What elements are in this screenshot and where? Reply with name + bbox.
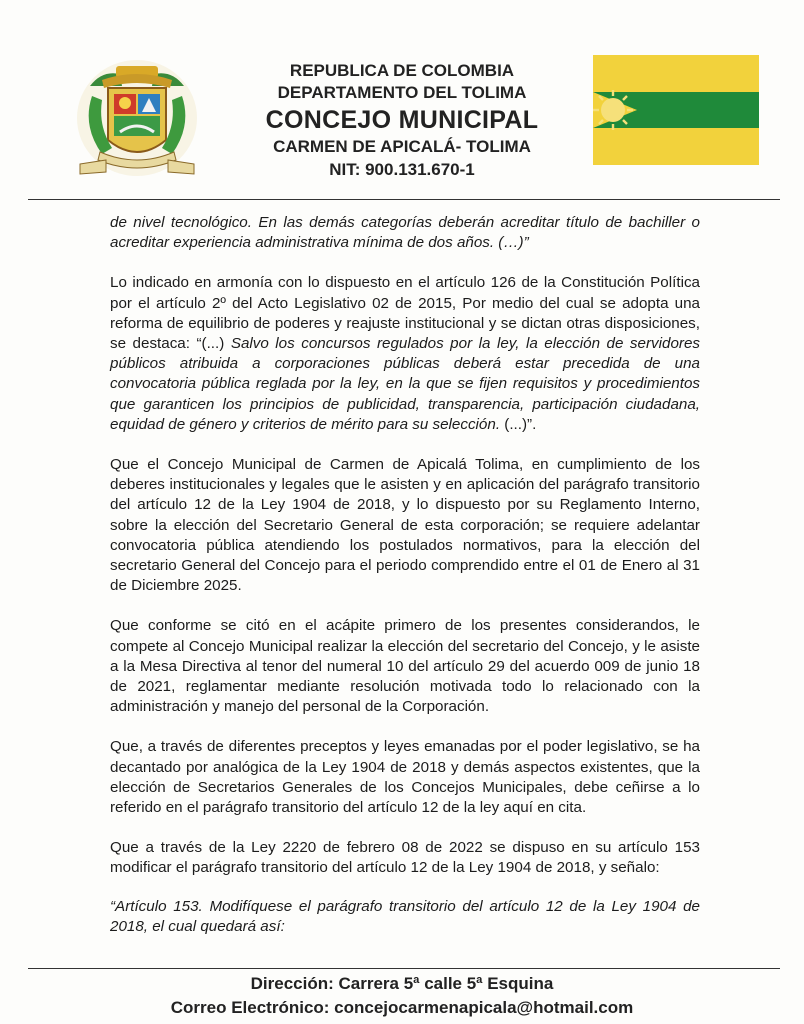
document-body [110, 213, 700, 957]
header-country: REPUBLICA DE COLOMBIA [289, 61, 515, 80]
paragraph-constitution-quote: Salvo los concursos regulados por la ley, la elección de servidores públicos atribuida a corporaciones públicas deberá estar precedida de una convocatoria pública reglada por la ley, en la que se fijen requisitos y procedimientos que garanticen los principios de publicidad, transparencia, participación ciudadana, equidad de género y criterios de mérito para su selección. [110, 335, 700, 433]
paragraph-constitution [110, 273, 700, 435]
footer-email: Correo Electrónico: concejocarmenapicala@hotmail.com [170, 998, 634, 1017]
paragraph-ley-2220: Que a través de la Ley 2220 de febrero 08 de 2022 se dispuso en su artículo 153 modificar el parágrafo transitorio del artículo 12 de la Ley 1904 de 2018, y señalo: [110, 839, 700, 877]
paragraph-constitution-intro: Lo indicado en armonía con lo dispuesto en el artículo 126 de la Constitución Política por el artículo 2º del Acto Legislativo 02 de 2015, Por medio del cual se adopta una reforma de equilibrio de poderes y reajuste institucional y se dictan otras disposiciones, se destaca: “(...) [110, 274, 700, 353]
header-nit: NIT: 900.131.670-1 [329, 160, 475, 179]
paragraph-concejo-election: Que el Concejo Municipal de Carmen de Apicalá Tolima, en cumplimiento de los deberes institucionales y legales que le asisten y en aplicación del parágrafo transitorio del artículo 12 de la Ley 1904 de 2018, y lo dispuesto por su Reglamento Interno, sobre la elección del Secretario General de esta corporación; se requiere adelantar convocatoria pública atendiendo los postulados normativos, para la elección del secretario General del Concejo para el periodo comprendido entre el 01 de Enero al 31 de Diciembre 2025. [110, 456, 700, 595]
municipal-flag-icon [593, 55, 759, 165]
letterhead [232, 60, 572, 182]
coat-of-arms-icon [72, 56, 202, 180]
footer-address: Dirección: Carrera 5ª calle 5ª Esquina [250, 974, 554, 993]
header-divider [28, 199, 780, 200]
paragraph-articulo-153: “Artículo 153. Modifíquese el parágrafo transitorio del artículo 12 de la Ley 1904 de 2018, el cual quedará así: [110, 897, 700, 935]
header-department: DEPARTAMENTO DEL TOLIMA [277, 83, 527, 102]
paragraph-constitution-tail: (...)”. [500, 415, 537, 433]
paragraph-legislative-precepts: Que, a través de diferentes preceptos y leyes emanadas por el poder legislativo, se ha decantado por analógica de la Ley 1904 de 2018 y demás aspectos existentes, que la elección de Secretarios Generales de los Concejos Municipales, debe ceñirse a lo referido en el parágrafo transitorio del artículo 12 de la ley aquí en cita. [110, 738, 700, 817]
paragraph-mesa-directiva: Que conforme se citó en el acápite primero de los presentes considerandos, le compete al Concejo Municipal realizar la elección del secretario del Concejo, y le asiste a la Mesa Directiva al tenor del numeral 10 del artículo 29 del acuerdo 009 de junio 18 de 2021, reglamentar mediante resolución motivada todo lo relacionado con la administración y manejo del personal de la Corporación. [110, 617, 700, 716]
letterhead-footer [0, 972, 804, 1020]
header-municipality: CARMEN DE APICALÁ- TOLIMA [273, 137, 531, 156]
footer-divider [28, 968, 780, 969]
paragraph-continuation: de nivel tecnológico. En las demás categorías deberán acreditar título de bachiller o acreditar experiencia administrativa mínima de dos años. (…)” [110, 214, 700, 252]
header-institution: CONCEJO MUNICIPAL [265, 106, 539, 134]
